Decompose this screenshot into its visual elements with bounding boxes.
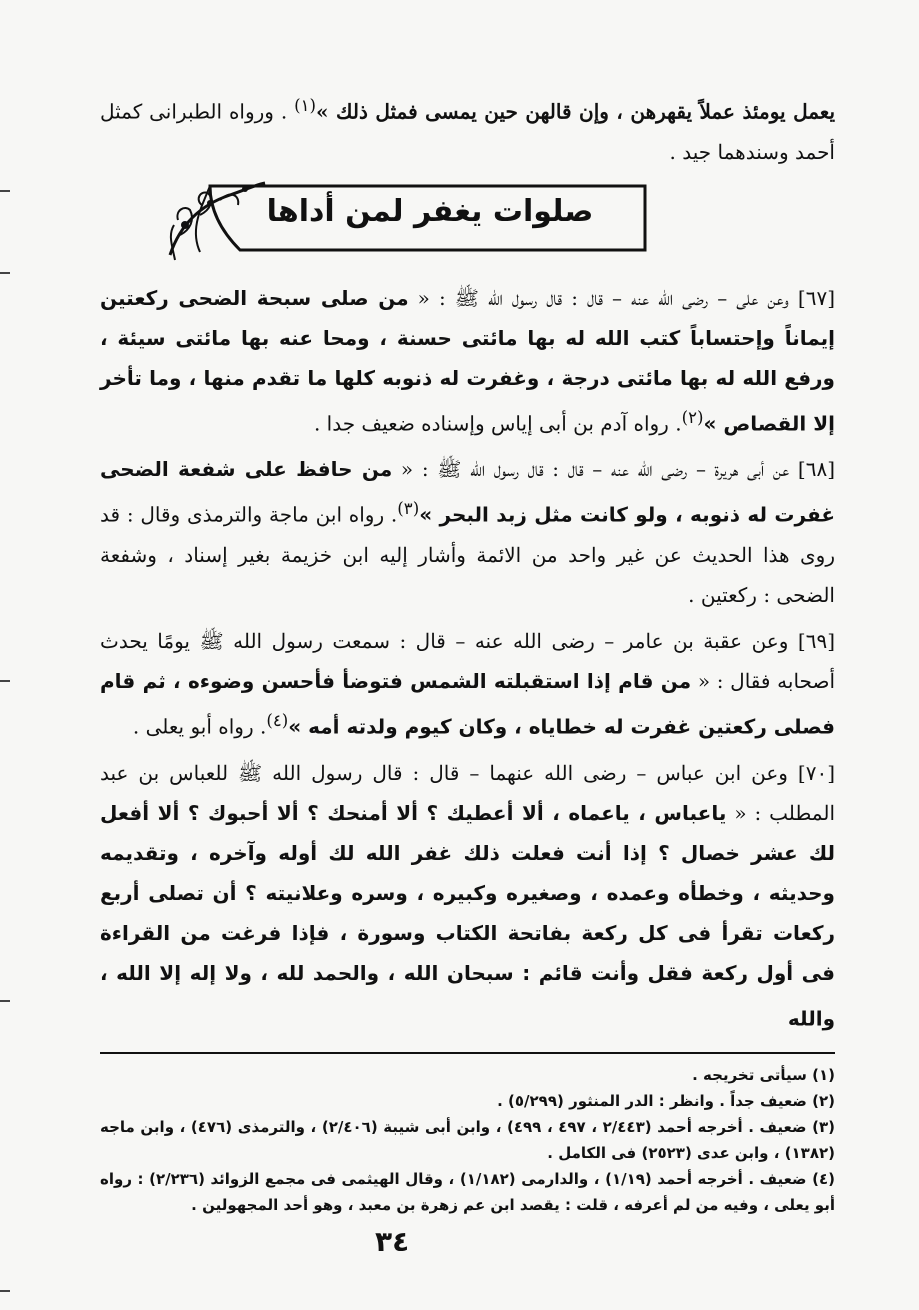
- scan-mark: [0, 1000, 10, 1002]
- hadith-intro: وعن ابن عباس – رضى الله عنهما – قال : قال رسول الله ﷺ للعباس بن عبد المطلب : «: [100, 760, 836, 825]
- hadith-text: من صلى سبحة الضحى ركعتين إيماناً وإحتساباً كتب الله له بها مائتى حسنة ، ومحا عنه بها مائتى سيئة ، ورفع الله له بها مائتى درجة ، وغفرت له ذنوبه كلها ما تقدم منها ، وما تأخر إلا القصاص »: [100, 285, 835, 436]
- hadith-list: [100, 278, 835, 1039]
- footnote-ref: (٤): [266, 710, 289, 730]
- floral-ornament-icon: [160, 175, 270, 265]
- intro-quote: يعمل يومئذ عملاً يقهرهن ، وإن قالهن حين يمسى فمثل ذلك »: [316, 99, 836, 124]
- footnote-divider: [100, 1052, 835, 1054]
- hadith-intro: وعن على – رضى الله عنه – قال : قال رسول الله ﷺ : «: [417, 285, 789, 310]
- scan-mark: [0, 680, 10, 682]
- footnote: (٢) ضعيف جداً . وانظر : الدر المنثور (٥/٢٩٩) .: [497, 1092, 835, 1111]
- footnote-ref: (٣): [397, 499, 420, 519]
- footnote: (٤) ضعيف . أخرجه أحمد (١/١٩) ، والدارمى (١/١٨٢) ، وقال الهيثمى فى مجمع الزوائد (٢/٢٣٦) : رواه أبو يعلى ، وفيه من لم أعرفه ، قلت : يقصد ابن عم زهرة بن معبد ، وهو أحد المجهولين .: [100, 1170, 835, 1215]
- hadith-entry: [100, 449, 835, 615]
- hadith-number: [٦٩]: [797, 628, 835, 653]
- footnote: (١) سيأتى تخريجه .: [692, 1066, 835, 1085]
- hadith-source: . رواه آدم بن أبى إياس وإسناده ضعيف جدا .: [313, 411, 682, 436]
- footnote-ref: (٢): [681, 407, 704, 427]
- footnote-ref: (١): [294, 96, 317, 115]
- hadith-source: . رواه أبو يعلى .: [132, 714, 267, 739]
- footnotes: [100, 1062, 835, 1218]
- hadith-source: . رواه ابن ماجة والترمذى وقال : قد روى هذا الحديث عن غير واحد من الائمة وأشار إليه ابن خزيمة بغير إسناد ، وشفعة الضحى : ركعتين .: [100, 502, 835, 607]
- hadith-entry: [100, 621, 835, 747]
- scan-mark: [0, 272, 10, 274]
- hadith-text: من قام إذا استقبلته الشمس فتوضأ فأحسن وضوءه ، ثم قام فصلى ركعتين غفرت له خطاياه ، وكان كيوم ولدته أمه »: [100, 668, 835, 739]
- hadith-number: [٦٧]: [797, 285, 836, 310]
- hadith-number: [٧٠]: [797, 760, 835, 785]
- hadith-entry: [100, 753, 835, 1039]
- hadith-text: ياعباس ، ياعماه ، ألا أعطيك ؟ ألا أمنحك ؟ ألا أحبوك ؟ ألا أفعل لك عشر خصال ؟ إذا أنت فعلت ذلك غفر الله لك أوله وآخره ، وتقديمه وحديثه ، وخطأه وعمده ، وصغيره وكبيره ، وسره وعلانيته ؟ أن تصلى أربع ركعات تقرأ فى كل ركعة بفاتحة الكتاب وسورة ، فإذا فرغت من القراءة فى أول ركعة فقل وأنت قائم : سبحان الله ، والحمد لله ، ولا إله إلا الله ، والله: [100, 800, 835, 1031]
- hadith-entry: [100, 278, 835, 444]
- intro-note: . ورواه الطبرانى كمثل أحمد وسندهما جيد .: [100, 99, 835, 164]
- hadith-intro: عن أبى هريرة – رضى الله عنه – قال : قال رسول الله ﷺ : «: [400, 457, 790, 482]
- scan-mark: [0, 190, 10, 192]
- footnote: (٣) ضعيف . أخرجه أحمد (٢/٤٤٣ ، ٤٩٧ ، ٤٩٩) ، وابن أبى شيبة (٢/٤٠٦) ، والترمذى (٤٧٦) ، وابن ماجه (١٣٨٢) ، وابن عدى (٢٥٢٣) فى الكامل .: [100, 1118, 835, 1163]
- hadith-text: من حافظ على شفعة الضحى غفرت له ذنوبه ، ولو كانت مثل زبد البحر »: [100, 457, 836, 527]
- page-number: ٣٤: [375, 1225, 410, 1258]
- heading-title: صلوات يغفر لمن أداها: [266, 193, 594, 229]
- scan-mark: [0, 1290, 10, 1292]
- hadith-number: [٦٨]: [797, 457, 836, 482]
- hadith-intro: وعن عقبة بن عامر – رضى الله عنه – قال : سمعت رسول الله ﷺ يومًا يحدث أصحابه فقال : «: [100, 628, 836, 693]
- intro-paragraph: [100, 86, 835, 172]
